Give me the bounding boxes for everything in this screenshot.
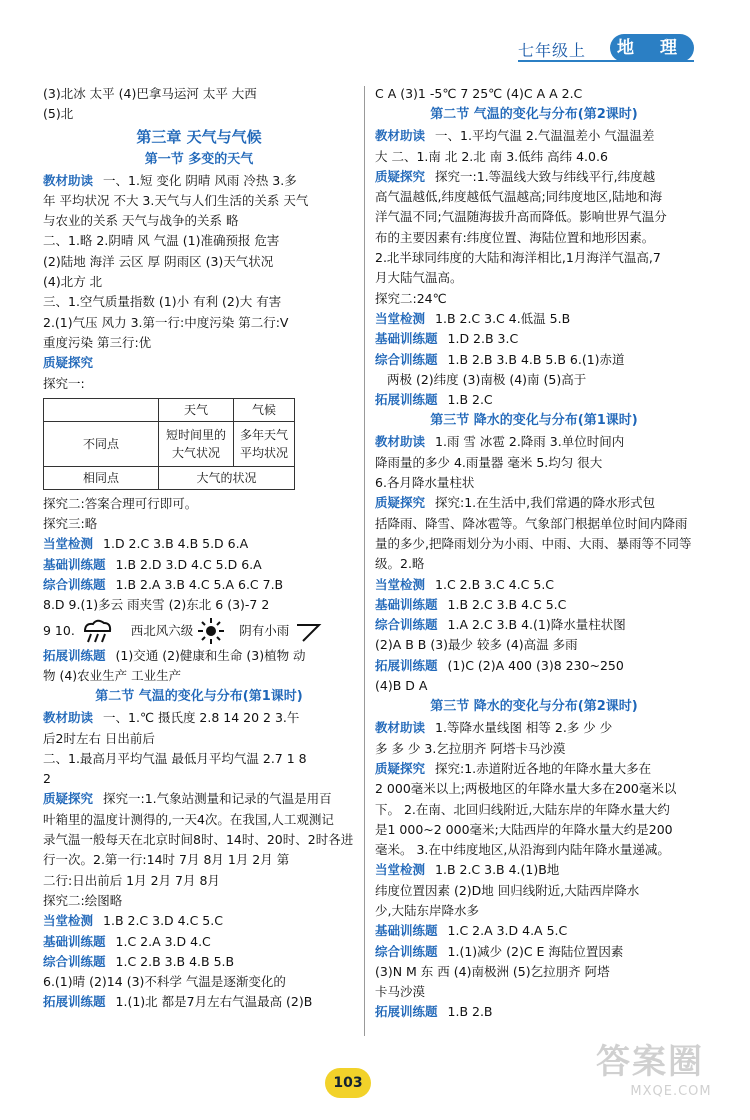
text-line: 录气温一般每天在北京时间8时、14时、20时、2时各进	[43, 832, 354, 848]
text-line: (2)A B B (3)最少 较多 (4)高温 多雨	[375, 637, 578, 653]
right-column	[375, 84, 693, 1023]
table-cell: 大气的状况	[159, 466, 295, 489]
page-number: 103	[325, 1068, 371, 1098]
text-line: 二、1.最高月平均气温 最低月平均气温 2.7 1 8	[43, 750, 307, 766]
text-line: 大 二、1.南 北 2.北 南 3.低纬 高纬 4.0.6	[375, 148, 608, 164]
text-line: 布的主要因素有:纬度位置、海陆位置和地形因素。	[375, 229, 655, 245]
text-line: 6.(1)晴 (2)14 (3)不科学 气温是逐渐变化的	[43, 974, 286, 990]
text-line: 是1 000~2 000毫米;大陆西岸的年降水量大约是200	[375, 821, 673, 837]
text-line: 与农业的关系 天气与战争的关系 略	[43, 213, 239, 229]
text-line: 多 多 少 3.乞拉朋齐 阿塔卡马沙漠	[375, 740, 566, 756]
text-line: 重度污染 第三行:优	[43, 334, 152, 350]
header-rule	[518, 60, 694, 62]
section-title: 第二节 气温的变化与分布(第1课时)	[95, 689, 303, 705]
text-line: 拓展训练题 1.B 2.C	[375, 392, 493, 408]
text-line: 括降雨、降雪、降冰雹等。气象部门根据单位时间内降雨	[375, 515, 688, 531]
text-line: 毫米。 3.在中纬度地区,从沿海到内陆年降水量递减。	[375, 842, 670, 858]
text-line: 行一次。2.第一行:14时 7月 8月 1月 2月 第	[43, 852, 290, 868]
text-line: 拓展训练题 1.B 2.B	[375, 1004, 493, 1020]
text-line: (3)N M 东 西 (4)南极洲 (5)乞拉朋齐 阿塔	[375, 963, 610, 979]
text-line: 洋气温不同;气温随海拔升高而降低。影响世界气温分	[375, 209, 667, 225]
text-line: 下。 2.在南、北回归线附近,大陆东岸的年降水量大约	[375, 801, 670, 817]
text-line: 卡马沙漠	[375, 984, 426, 1000]
table-header: 气候	[233, 398, 294, 421]
text-line: 2.(1)气压 风力 3.第一行:中度污染 第二行:Ⅴ	[43, 314, 289, 330]
text-line: 当堂检测 1.C 2.B 3.C 4.C 5.C	[375, 576, 555, 592]
text-line: 量的多少,把降雨划分为小雨、中雨、大雨、暴雨等不同等	[375, 535, 692, 551]
text-line: 当堂检测 1.B 2.C 3.D 4.C 5.C	[43, 913, 223, 929]
text-line: 探究三:略	[43, 516, 98, 532]
section-label: 教材助读	[43, 172, 94, 188]
text-line: 二、1.略 2.阴晴 风 气温 (1)准确预报 危害	[43, 233, 280, 249]
comparison-table	[43, 398, 295, 490]
text-line: (5)北	[43, 106, 74, 122]
text-line: 高气温越低,纬度越低气温越高;同纬度地区,陆地和海	[375, 189, 663, 205]
text-line: 2.北半球同纬度的大陆和海洋相比,1月海洋气温高,7	[375, 250, 661, 266]
table-cell: 多年天气 平均状况	[233, 421, 294, 466]
text-line	[43, 353, 355, 373]
text-line: 综合训练题 1.A 2.C 3.B 4.(1)降水量柱状图	[375, 617, 626, 633]
text-line: 降雨量的多少 4.雨量器 毫米 5.均匀 很大	[375, 454, 603, 470]
subject-badge: 地 理	[610, 34, 694, 62]
chapter-title: 第三章 天气与气候	[136, 127, 262, 146]
rain-cloud-icon	[79, 617, 113, 645]
text-line: C A (3)1 -5℃ 7 25℃ (4)C A A 2.C	[375, 86, 583, 101]
section-title: 第三节 降水的变化与分布(第2课时)	[430, 699, 638, 715]
text-line: 当堂检测 1.D 2.C 3.B 4.B 5.D 6.A	[43, 536, 249, 552]
text-line: 教材助读 一、1.短 变化 阴晴 风雨 冷热 3.多	[43, 172, 297, 188]
text-line: 月大陆气温高。	[375, 270, 463, 286]
text-line: 2 000毫米以上;两极地区的年降水量大多在200毫米以	[375, 781, 677, 797]
text-line: 基础训练题 1.B 2.D 3.D 4.C 5.D 6.A	[43, 556, 262, 572]
text-line: 后2时左右 日出前后	[43, 730, 155, 746]
section-title: 第三节 降水的变化与分布(第1课时)	[430, 413, 638, 429]
section-title: 第一节 多变的天气	[144, 151, 254, 167]
table-cell: 短时间里的 大气状况	[159, 421, 234, 466]
text-line: 探究二:24℃	[375, 290, 447, 306]
text-line: 综合训练题 1.(1)减少 (2)C E 海陆位置因素	[375, 943, 624, 959]
text-line: 三、1.空气质量指数 (1)小 有利 (2)大 有害	[43, 294, 282, 310]
text-line: 基础训练题 1.B 2.C 3.B 4.C 5.C	[375, 596, 567, 612]
table-header: 天气	[159, 398, 234, 421]
text-line: 两极 (2)纬度 (3)南极 (4)南 (5)高于	[387, 371, 587, 387]
text-line: 当堂检测 1.B 2.C 3.C 4.低温 5.B	[375, 310, 571, 326]
text-line: 质疑探究 探究一:1.气象站测量和记录的气温是用百	[43, 791, 332, 807]
text-line: 当堂检测 1.B 2.C 3.B 4.(1)B地	[375, 862, 560, 878]
text-line: 级。2.略	[375, 556, 425, 572]
text-line: 教材助读 一、1.平均气温 2.气温温差小 气温温差	[375, 128, 655, 144]
text-line: 年 平均状况 不大 3.天气与人们生活的关系 天气	[43, 192, 309, 208]
text-line: 探究二:答案合理可行即可。	[43, 495, 198, 511]
text-line: 纬度位置因素 (2)D地 回归线附近,大陆西岸降水	[375, 882, 640, 898]
text-line: 拓展训练题 1.(1)北 都是7月左右气温最高 (2)B	[43, 994, 313, 1010]
text-line: 综合训练题 1.B 2.B 3.B 4.B 5.B 6.(1)赤道	[375, 351, 625, 367]
text-line: 少,大陆东岸降水多	[375, 902, 479, 918]
text-line: 质疑探究 探究:1.赤道附近各地的年降水量大多在	[375, 760, 652, 776]
text-line: 综合训练题 1.C 2.B 3.B 4.B 5.B	[43, 953, 235, 969]
section-title: 第二节 气温的变化与分布(第2课时)	[430, 107, 638, 123]
text-line: 叶箱里的温度计测得的,一天4次。在我国,人工观测记	[43, 811, 334, 827]
wind-direction-icon	[293, 617, 323, 645]
watermark: 答案圈 MXQE.COM	[596, 1042, 712, 1099]
table-cell	[44, 398, 159, 421]
text-line: (4)B D A	[375, 678, 428, 694]
text-line: 8.D 9.(1)多云 雨夹雪 (2)东北 6 (3)-7 2	[43, 597, 270, 613]
text-line: 拓展训练题 (1)C (2)A 400 (3)8 230~250	[375, 657, 624, 673]
grade-label: 七年级上	[518, 41, 587, 60]
text-line: 2	[43, 771, 51, 787]
text-line: 6.各月降水量柱状	[375, 475, 475, 491]
text-line: (2)陆地 海洋 云区 厚 阴雨区 (3)天气状况	[43, 253, 274, 269]
text-line: (4)北方 北	[43, 274, 103, 290]
text-line: 基础训练题 1.C 2.A 3.D 4.C	[43, 933, 211, 949]
weather-symbols-row: 9 10. 西北风六级 阴有小雨	[43, 616, 355, 646]
text-line: 二行:日出前后 1月 2月 7月 8月	[43, 872, 220, 888]
text-line: 基础训练题 1.D 2.B 3.C	[375, 331, 519, 347]
text-line: (3)北冰 太平 (4)巴拿马运河 太平 大西	[43, 86, 257, 101]
text-line: 物 (4)农业生产 工业生产	[43, 667, 182, 683]
text-line: 质疑探究 探究:1.在生活中,我们常遇的降水形式包	[375, 495, 656, 511]
sun-icon	[197, 617, 225, 645]
text-line: 基础训练题 1.C 2.A 3.D 4.A 5.C	[375, 923, 568, 939]
text-line: 教材助读 1.等降水量线图 相等 2.多 少 少	[375, 720, 613, 736]
column-divider	[364, 86, 365, 1036]
left-column	[43, 84, 355, 1013]
table-row-label: 相同点	[44, 466, 159, 489]
text-line: 教材助读 1.雨 雪 冰雹 2.降雨 3.单位时间内	[375, 434, 625, 450]
page-header	[518, 34, 688, 68]
table-row-label: 不同点	[44, 421, 159, 466]
text-line: 探究二:绘图略	[43, 892, 123, 908]
text-line: 综合训练题 1.B 2.A 3.B 4.C 5.A 6.C 7.B	[43, 577, 284, 593]
section-label: 质疑探究	[43, 355, 94, 371]
text-line: 质疑探究 探究一:1.等温线大致与纬线平行,纬度越	[375, 168, 656, 184]
text-line: 拓展训练题 (1)交通 (2)健康和生命 (3)植物 动	[43, 647, 306, 663]
text-line: 探究一:	[43, 375, 85, 391]
text-line: 教材助读 一、1.℃ 摄氏度 2.8 14 20 2 3.午	[43, 710, 300, 726]
